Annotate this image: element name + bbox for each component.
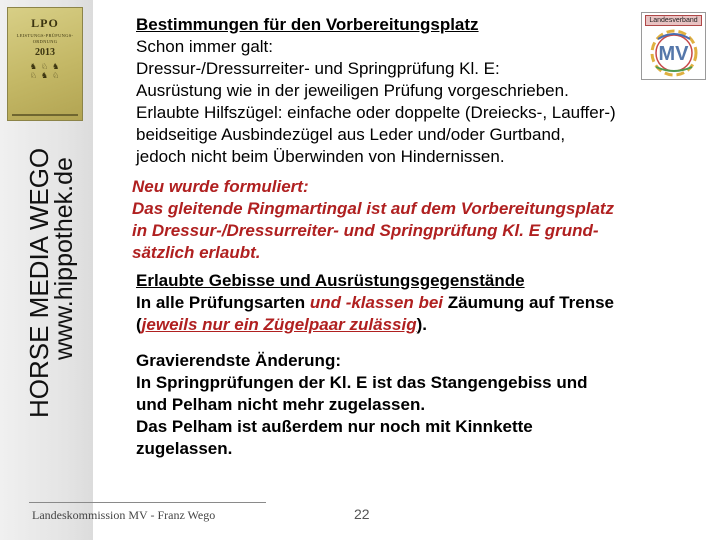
text-line: Neu wurde formuliert:	[132, 177, 309, 196]
text-line: Das gleitende Ringmartingal ist auf dem Vorbereitungsplatz	[132, 199, 615, 218]
text-line: jedoch nicht beim Überwinden von Hindernissen.	[136, 147, 505, 166]
vorbereitungsplatz-section	[132, 14, 712, 168]
text-line: zugelassen.	[136, 439, 233, 458]
hippothek-url: www.hippothek.de	[50, 157, 78, 360]
book-title: LPO	[31, 16, 59, 30]
footer-divider	[29, 502, 266, 503]
text-line: beidseitige Ausbindezügel aus Leder und/oder Gurtband,	[136, 125, 566, 144]
logo-label: Landesverband	[645, 15, 702, 26]
text-line: Erlaubte Hilfszügel: einfache oder doppelte (Dreiecks-, Lauffer-)	[136, 103, 616, 122]
text-line: Dressur-/Dressurreiter- und Springprüfung Kl. E:	[136, 59, 500, 78]
gebisse-section	[132, 270, 712, 336]
section-heading: Erlaubte Gebisse und Ausrüstungsgegenstände	[136, 271, 525, 290]
page-number: 22	[354, 506, 370, 522]
footer-credit: Landeskommission MV - Franz Wego	[32, 508, 216, 522]
highlight-red-underlined: jeweils nur ein Zügelpaar zulässig	[141, 315, 417, 334]
text-line: In alle Prüfungsarten und -klassen bei Zäumung auf Trense	[136, 293, 614, 312]
text-line: In Springprüfungen der Kl. E ist das Stangengebiss und	[136, 373, 588, 392]
section-heading: Bestimmungen für den Vorbereitungsplatz	[136, 15, 479, 34]
slide-content	[132, 14, 712, 460]
text-line: (jeweils nur ein Zügelpaar zulässig).	[136, 315, 427, 334]
logo-letters: MV	[658, 43, 689, 65]
text-line: Ausrüstung wie in der jeweiligen Prüfung vorgeschrieben.	[136, 81, 569, 100]
change-section	[132, 350, 712, 460]
horse-media-wego-label: HORSE MEDIA WEGO	[24, 147, 54, 418]
book-year: 2013	[35, 47, 55, 58]
lpo-book-cover-image	[7, 7, 83, 121]
new-rule-section	[132, 176, 712, 264]
text-line: Schon immer galt:	[136, 37, 273, 56]
text-line: Gravierendste Änderung:	[136, 351, 341, 370]
text-line: und Pelham nicht mehr zugelassen.	[136, 395, 426, 414]
text-line: Das Pelham ist außerdem nur noch mit Kinnkette	[136, 417, 533, 436]
text-line: in Dressur-/Dressurreiter- und Springprüfung Kl. E grund-	[132, 221, 599, 240]
book-subtitle: LEISTUNGS-PRÜFUNGS- ORDNUNG	[16, 33, 74, 44]
highlight-red: und -klassen bei	[309, 293, 444, 312]
horse-pictograms-icon: ♞ ♘ ♞ ♘ ♞ ♘	[29, 62, 61, 80]
text-line: sätzlich erlaubt.	[132, 243, 261, 262]
book-footer-bar	[12, 114, 78, 116]
